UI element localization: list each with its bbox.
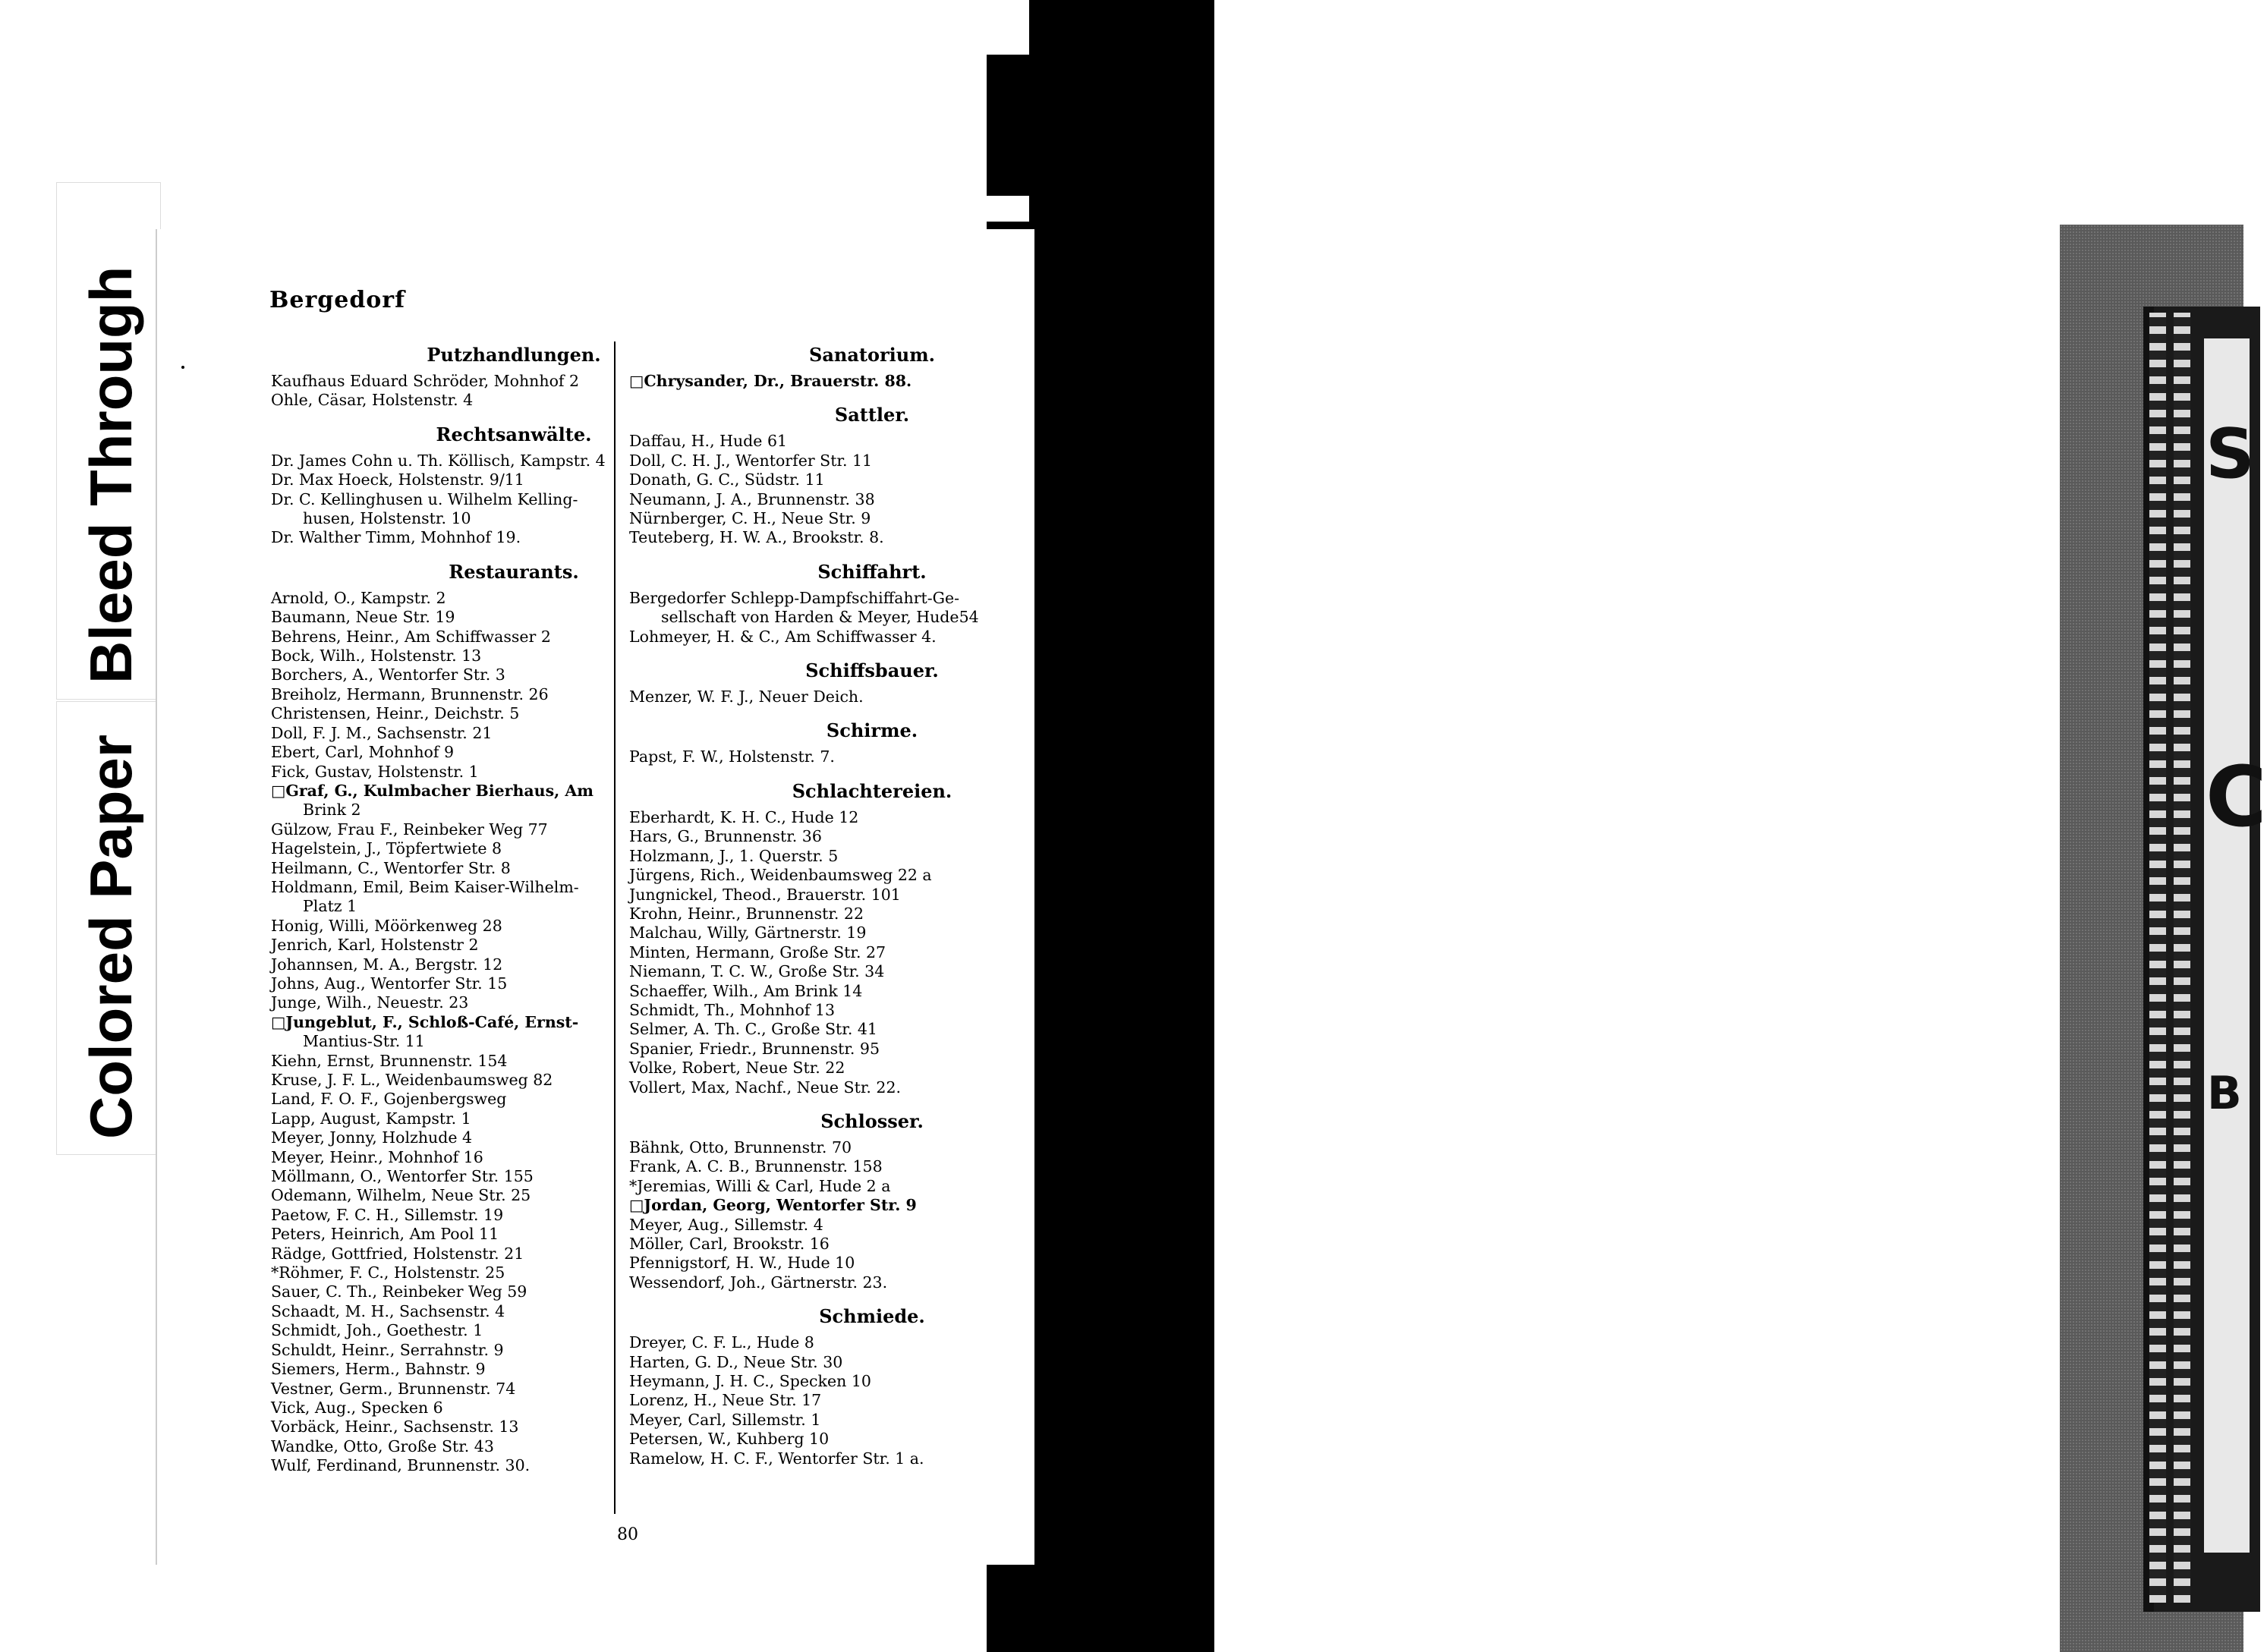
directory-entry: Dr. Max Hoeck, Holstenstr. 9/11	[271, 470, 524, 489]
directory-entry: Meyer, Aug., Sillemstr. 4	[629, 1215, 823, 1234]
directory-entry: sellschaft von Harden & Meyer, Hude54	[661, 608, 979, 627]
directory-entry: Borchers, A., Wentorfer Str. 3	[271, 666, 505, 684]
directory-entry: *Röhmer, F. C., Holstenstr. 25	[271, 1263, 505, 1282]
section-heading: Schlachtereien.	[792, 779, 952, 802]
directory-entry: Rädge, Gottfried, Holstenstr. 21	[271, 1244, 524, 1263]
directory-entry: Harten, G. D., Neue Str. 30	[629, 1352, 843, 1371]
directory-entry: Paetow, F. C. H., Sillemstr. 19	[271, 1205, 504, 1224]
directory-entry: Vorbäck, Heinr., Sachsenstr. 13	[271, 1418, 519, 1436]
directory-entry: Lohmeyer, H. & C., Am Schiffwasser 4.	[629, 627, 937, 646]
section-heading: Schirme.	[826, 719, 918, 742]
cover-ornament-border-2	[2174, 313, 2190, 1603]
directory-entry: Vollert, Max, Nachf., Neue Str. 22.	[629, 1078, 902, 1097]
directory-entry: Wulf, Ferdinand, Brunnenstr. 30.	[271, 1456, 531, 1475]
directory-entry: Ramelow, H. C. F., Wentorfer Str. 1 a.	[629, 1449, 924, 1468]
directory-entry: Mantius-Str. 11	[303, 1032, 425, 1051]
directory-entry: Doll, C. H. J., Wentorfer Str. 11	[629, 451, 873, 470]
directory-entry: Petersen, W., Kuhberg 10	[629, 1430, 830, 1449]
bleed-through-text: Bleed Through	[77, 266, 144, 684]
directory-entry: Honig, Willi, Möörkenweg 28	[271, 916, 502, 935]
directory-entry: Papst, F. W., Holstenstr. 7.	[629, 747, 835, 766]
directory-entry: Selmer, A. Th. C., Große Str. 41	[629, 1020, 877, 1039]
directory-entry: Daffau, H., Hude 61	[629, 432, 788, 451]
directory-page	[156, 229, 1034, 1565]
directory-entry: Kruse, J. F. L., Weidenbaumsweg 82	[271, 1071, 553, 1089]
section-heading: Rechtsanwälte.	[436, 423, 592, 445]
section-heading: Schmiede.	[819, 1305, 925, 1328]
directory-entry: Jürgens, Rich., Weidenbaumsweg 22 a	[629, 866, 932, 885]
directory-entry: Schaeffer, Wilh., Am Brink 14	[629, 981, 863, 1000]
directory-entry: Niemann, T. C. W., Große Str. 34	[629, 962, 885, 981]
directory-entry: Dreyer, C. F. L., Hude 8	[629, 1333, 814, 1352]
directory-entry: Vick, Aug., Specken 6	[271, 1398, 443, 1417]
directory-entry: Schmidt, Joh., Goethestr. 1	[271, 1321, 483, 1340]
directory-entry: Sauer, C. Th., Reinbeker Weg 59	[271, 1282, 527, 1301]
directory-entry: Wessendorf, Joh., Gärtnerstr. 23.	[629, 1273, 888, 1292]
directory-entry: Dr. James Cohn u. Th. Köllisch, Kampstr. 4	[271, 451, 606, 470]
cover-board	[2060, 225, 2267, 1652]
directory-entry: Johannsen, M. A., Bergstr. 12	[271, 955, 503, 974]
directory-entry: Doll, F. J. M., Sachsenstr. 21	[271, 723, 493, 742]
directory-entry: Schuldt, Heinr., Serrahnstr. 9	[271, 1340, 504, 1359]
directory-entry: Schaadt, M. H., Sachsenstr. 4	[271, 1301, 505, 1320]
directory-entry: Lapp, August, Kampstr. 1	[271, 1109, 471, 1128]
section-heading: Putzhandlungen.	[427, 344, 601, 366]
directory-entry: Möller, Carl, Brookstr. 16	[629, 1235, 830, 1253]
directory-entry: Krohn, Heinr., Brunnenstr. 22	[629, 904, 864, 923]
directory-entry: Vestner, Germ., Brunnenstr. 74	[271, 1379, 516, 1398]
cover-letter-3: B	[2207, 1067, 2242, 1120]
directory-entry: Neumann, J. A., Brunnenstr. 38	[629, 489, 875, 508]
directory-entry: husen, Holstenstr. 10	[303, 509, 471, 528]
directory-entry: Holzmann, J., 1. Querstr. 5	[629, 846, 839, 865]
directory-entry: □Jungeblut, F., Schloß-Café, Ernst-	[271, 1012, 579, 1031]
directory-entry: Volke, Robert, Neue Str. 22	[629, 1059, 845, 1078]
colored-paper-label	[56, 701, 161, 1155]
directory-entry: Bock, Wilh., Holstenstr. 13	[271, 647, 482, 666]
directory-entry: Spanier, Friedr., Brunnenstr. 95	[629, 1039, 880, 1058]
directory-entry: Heymann, J. H. C., Specken 10	[629, 1372, 871, 1391]
directory-entry: Siemers, Herm., Bahnstr. 9	[271, 1360, 486, 1379]
directory-entry: *Jeremias, Willi & Carl, Hude 2 a	[629, 1176, 891, 1195]
directory-entry: Jenrich, Karl, Holstenstr 2	[271, 936, 479, 955]
directory-entry: Baumann, Neue Str. 19	[271, 608, 455, 627]
directory-entry: Bähnk, Otto, Brunnenstr. 70	[629, 1138, 852, 1156]
directory-entry: Teuteberg, H. W. A., Brookstr. 8.	[629, 528, 884, 547]
directory-entry: Platz 1	[303, 897, 357, 916]
section-heading: Schiffsbauer.	[805, 659, 939, 682]
directory-entry: Land, F. O. F., Gojenbergsweg	[271, 1090, 507, 1109]
directory-entry: Donath, G. C., Südstr. 11	[629, 470, 825, 489]
directory-entry: Hagelstein, J., Töpfertwiete 8	[271, 839, 502, 858]
page-header-place: Bergedorf	[269, 287, 406, 313]
directory-entry: Junge, Wilh., Neuestr. 23	[271, 993, 469, 1012]
directory-entry: Wandke, Otto, Große Str. 43	[271, 1436, 494, 1455]
directory-entry: Heilmann, C., Wentorfer Str. 8	[271, 858, 511, 877]
directory-entry: Hars, G., Brunnenstr. 36	[629, 827, 822, 846]
colored-paper-text: Colored Paper	[77, 734, 144, 1139]
directory-entry: Arnold, O., Kampstr. 2	[271, 588, 446, 607]
directory-entry: Peters, Heinrich, Am Pool 11	[271, 1225, 499, 1244]
directory-entry: Menzer, W. F. J., Neuer Deich.	[629, 688, 864, 706]
directory-entry: □Jordan, Georg, Wentorfer Str. 9	[629, 1196, 917, 1215]
directory-entry: Brink 2	[303, 801, 361, 820]
directory-entry: Meyer, Heinr., Mohnhof 16	[271, 1147, 483, 1166]
right-column	[629, 343, 1115, 1468]
directory-entry: Jungnickel, Theod., Brauerstr. 101	[629, 885, 901, 904]
directory-entry: Johns, Aug., Wentorfer Str. 15	[271, 974, 508, 993]
directory-entry: Christensen, Heinr., Deichstr. 5	[271, 704, 520, 723]
directory-entry: Kiehn, Ernst, Brunnenstr. 154	[271, 1051, 508, 1070]
directory-entry: Odemann, Wilhelm, Neue Str. 25	[271, 1186, 531, 1205]
directory-entry: Meyer, Jonny, Holzhude 4	[271, 1128, 473, 1147]
directory-entry: Dr. C. Kellinghusen u. Wilhelm Kelling-	[271, 489, 578, 508]
directory-entry: Frank, A. C. B., Brunnenstr. 158	[629, 1157, 883, 1176]
directory-entry: Kaufhaus Eduard Schröder, Mohnhof 2	[271, 372, 580, 390]
directory-entry: Nürnberger, C. H., Neue Str. 9	[629, 509, 871, 528]
directory-entry: Gülzow, Frau F., Reinbeker Weg 77	[271, 820, 548, 839]
cover-inner-field	[2204, 338, 2267, 1553]
section-heading: Schlosser.	[820, 1109, 924, 1132]
directory-entry: Holdmann, Emil, Beim Kaiser-Wilhelm-	[271, 877, 579, 896]
section-heading: Restaurants.	[449, 560, 579, 583]
directory-entry: Dr. Walther Timm, Mohnhof 19.	[271, 528, 521, 547]
directory-entry: Minten, Hermann, Große Str. 27	[629, 942, 886, 961]
directory-entry: Eberhardt, K. H. C., Hude 12	[629, 807, 859, 826]
section-heading: Schiffahrt.	[817, 560, 927, 583]
page-number: 80	[617, 1525, 638, 1544]
bleed-through-label	[56, 182, 161, 700]
cover-ornament-border	[2149, 313, 2166, 1603]
directory-entry: Ohle, Cäsar, Holstenstr. 4	[271, 391, 474, 410]
section-heading: Sanatorium.	[809, 344, 935, 366]
directory-entry: Schmidt, Th., Mohnhof 13	[629, 1000, 836, 1019]
directory-entry: Bergedorfer Schlepp-Dampfschiffahrt-Ge-	[629, 588, 960, 607]
directory-entry: Ebert, Carl, Mohnhof 9	[271, 743, 455, 762]
directory-entry: Malchau, Willy, Gärtnerstr. 19	[629, 924, 867, 942]
cover-letter-1: S	[2206, 414, 2255, 494]
directory-entry: Lorenz, H., Neue Str. 17	[629, 1391, 822, 1410]
directory-entry: Breiholz, Hermann, Brunnenstr. 26	[271, 684, 549, 703]
directory-entry: □Chrysander, Dr., Brauerstr. 88.	[629, 372, 912, 390]
cover-letter-2: C	[2206, 748, 2267, 845]
directory-entry: □Graf, G., Kulmbacher Bierhaus, Am	[271, 781, 594, 800]
directory-entry: Pfennigstorf, H. W., Hude 10	[629, 1254, 855, 1273]
section-heading: Sattler.	[834, 404, 910, 426]
directory-entry: Meyer, Carl, Sillemstr. 1	[629, 1410, 821, 1429]
directory-entry: Fick, Gustav, Holstenstr. 1	[271, 762, 479, 781]
directory-entry: Möllmann, O., Wentorfer Str. 155	[271, 1167, 534, 1186]
page-mark	[181, 366, 184, 369]
directory-entry: Behrens, Heinr., Am Schiffwasser 2	[271, 627, 551, 646]
